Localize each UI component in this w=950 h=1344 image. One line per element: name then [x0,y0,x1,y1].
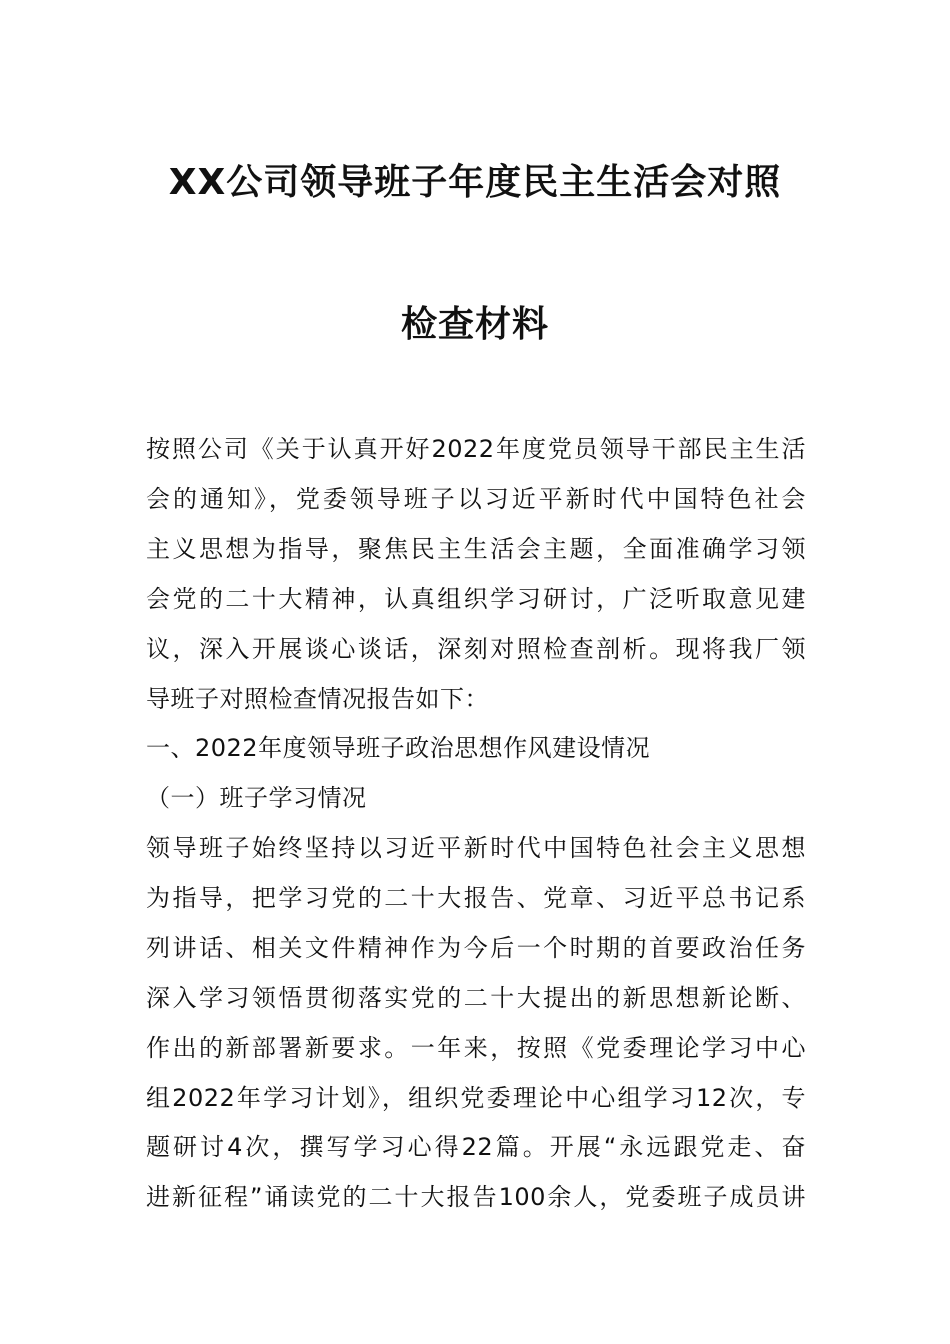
body-line: 组2022年学习计划》，组织党委理论中心组学习12次，专 [146,1084,806,1112]
section-heading: 一、2022年度领导班子政治思想作风建设情况 [146,734,651,762]
body-line: 导班子对照检查情况报告如下： [146,685,489,713]
body-line: 按照公司《关于认真开好2022年度党员领导干部民主生活 [146,435,806,463]
body-line: 为指导，把学习党的二十大报告、党章、习近平总书记系 [146,884,806,912]
body-line: 进新征程”诵读党的二十大报告100余人，党委班子成员讲 [146,1183,806,1211]
body-line: 领导班子始终坚持以习近平新时代中国特色社会主义思想 [146,834,806,862]
subsection-heading: （一）班子学习情况 [146,784,367,812]
body-line: 主义思想为指导，聚焦民主生活会主题，全面准确学习领 [146,535,806,563]
body-line: 列讲话、相关文件精神作为今后一个时期的首要政治任务 [146,934,806,962]
body-line: 会的通知》，党委领导班子以习近平新时代中国特色社会 [146,485,806,513]
body-line: 深入学习领悟贯彻落实党的二十大提出的新思想新论断、 [146,984,806,1012]
body-line: 会党的二十大精神，认真组织学习研讨，广泛听取意见建 [146,585,806,613]
document-title-line-1: XX公司领导班子年度民主生活会对照 [168,162,782,203]
body-line: 议，深入开展谈心谈话，深刻对照检查剖析。现将我厂领 [146,635,806,663]
document-title-line-2: 检查材料 [400,304,549,345]
body-line: 作出的新部署新要求。一年来，按照《党委理论学习中心 [146,1034,806,1062]
body-line: 题研讨4次，撰写学习心得22篇。开展“永远跟党走、奋 [146,1133,806,1161]
